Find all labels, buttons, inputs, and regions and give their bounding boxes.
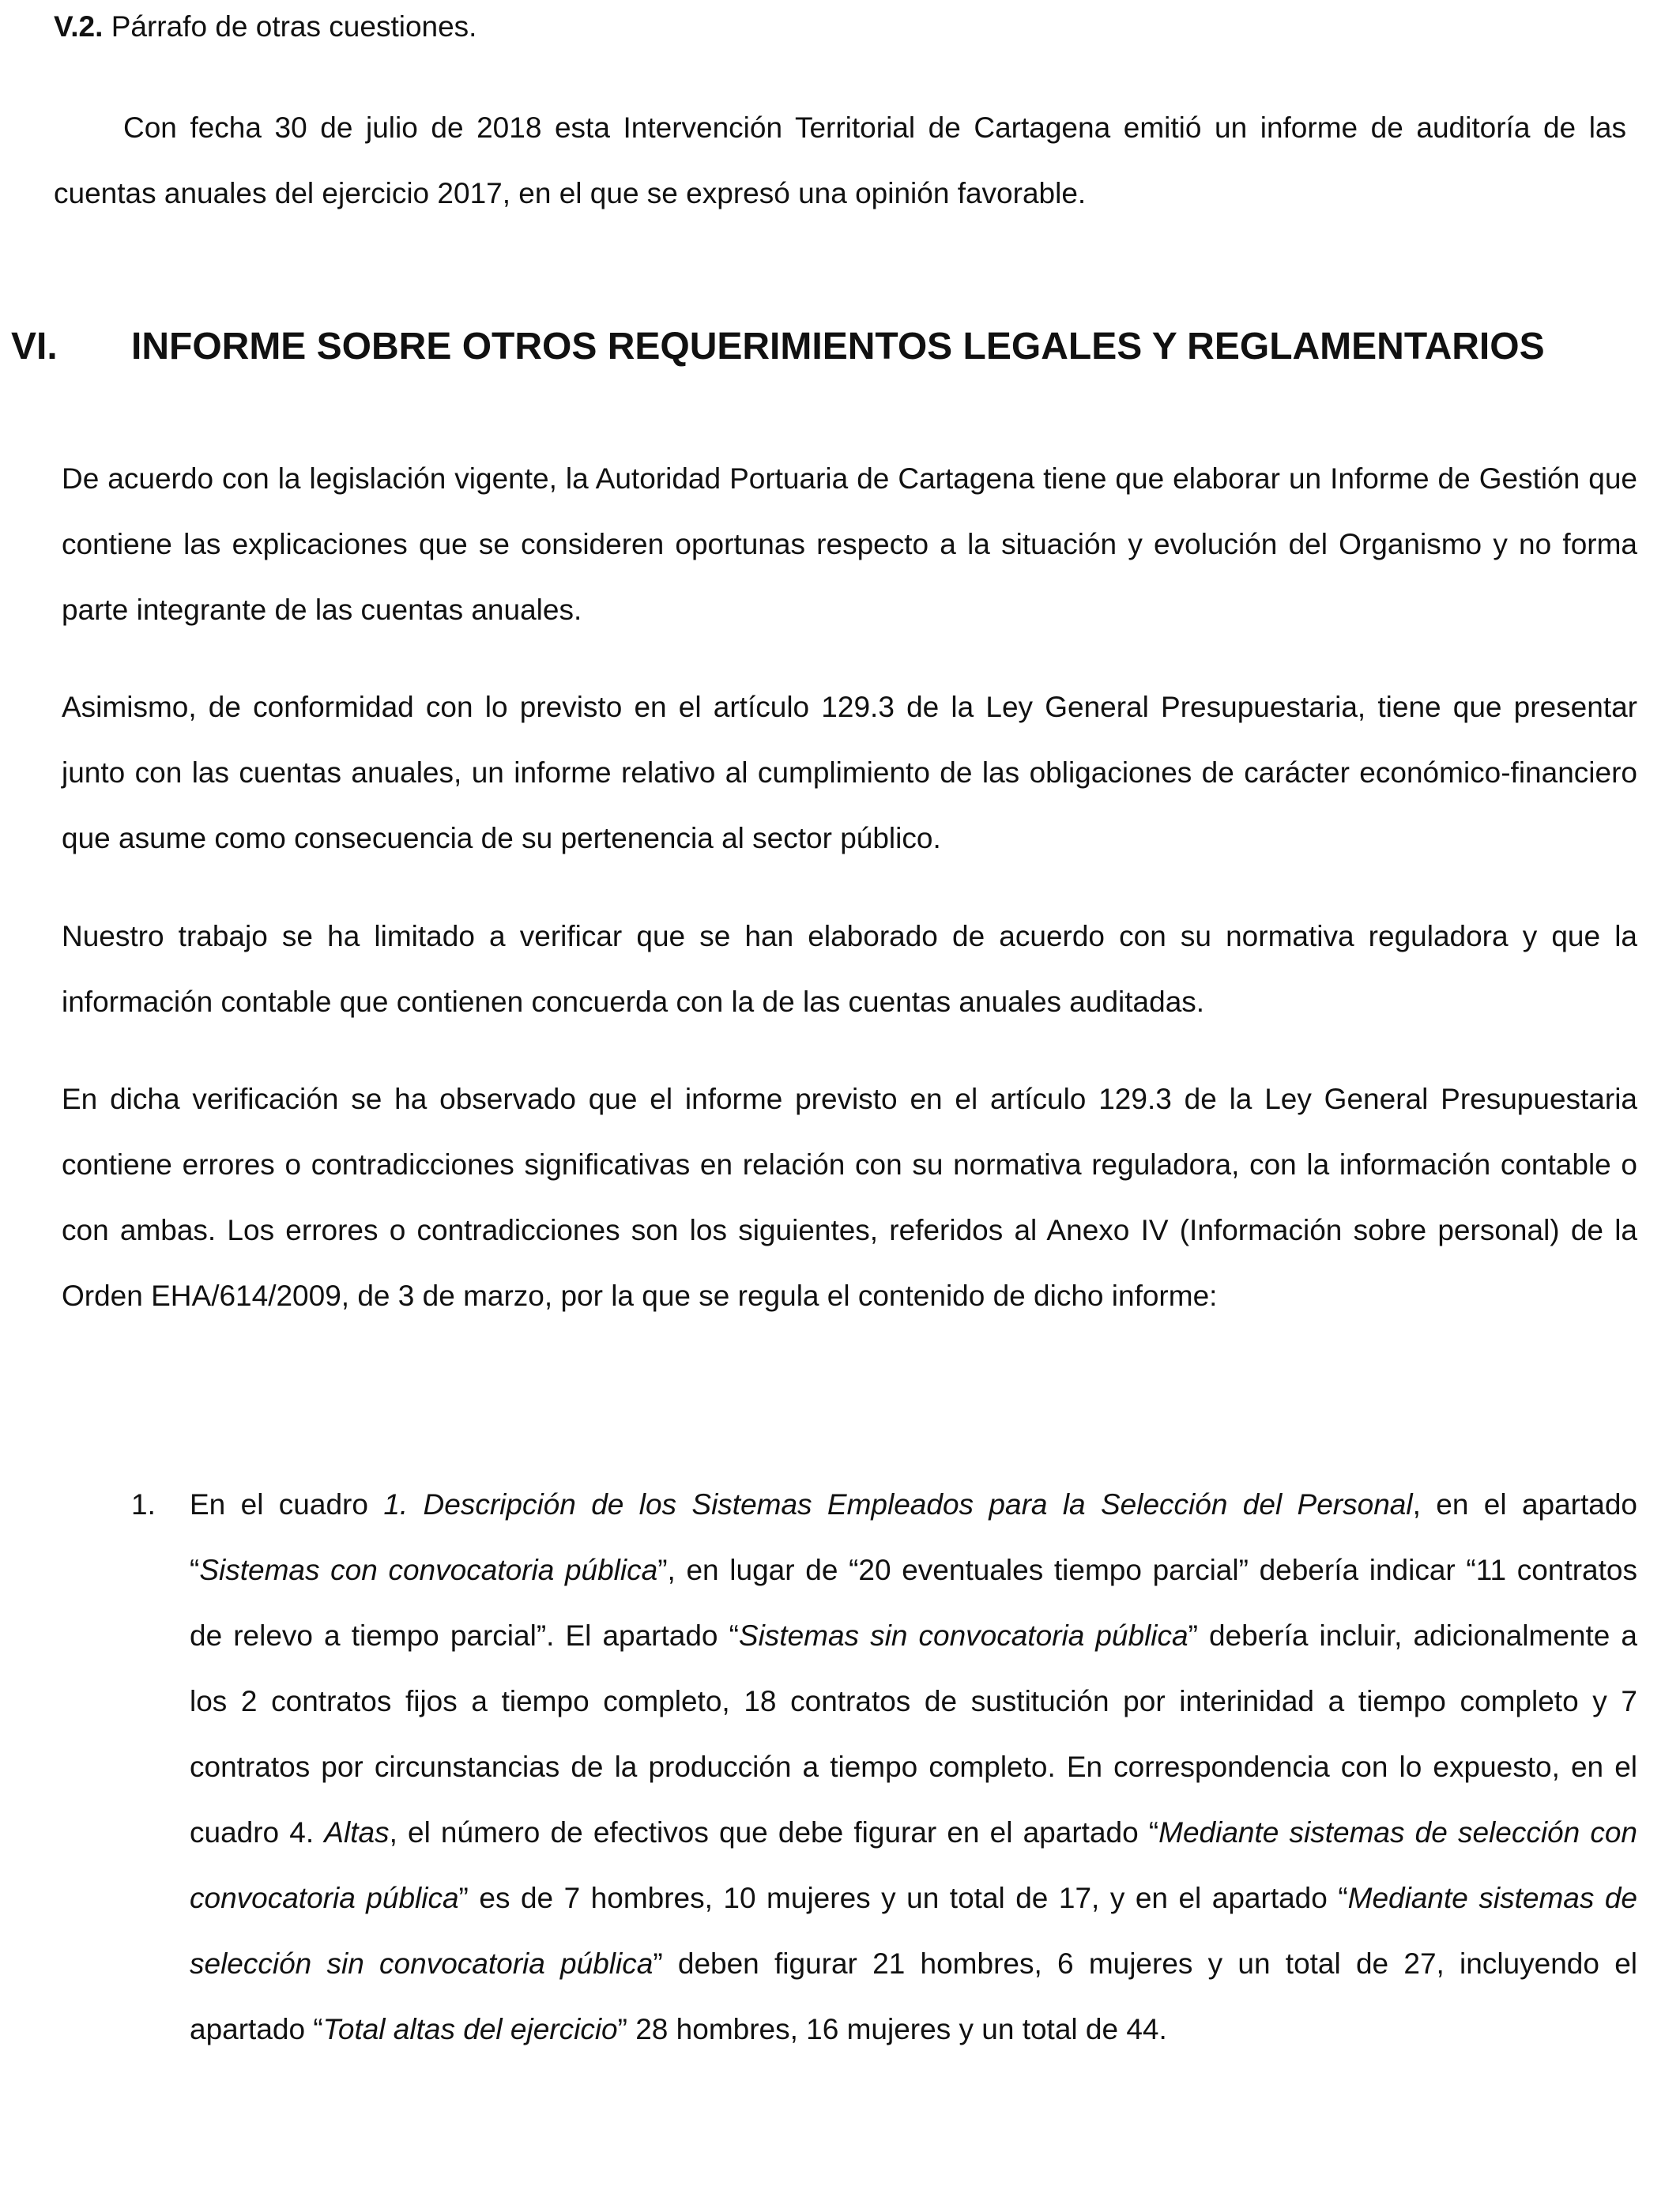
list-italic-segment: Mediante sistemas de selección sin convocatoria pública xyxy=(190,1882,1637,1980)
list-text-segment: , en el apartado “ xyxy=(190,1488,1638,1586)
paragraph-scope-of-work: Nuestro trabajo se ha limitado a verificar que se han elaborado de acuerdo con su normativa reguladora y que la información contable que contienen concuerda con la de las cuentas anuales auditadas. xyxy=(62,920,1637,1018)
numbered-list xyxy=(131,1472,1637,2062)
list-text-segment: ” 28 hombres, 16 mujeres y un total de 44. xyxy=(617,2013,1167,2045)
list-italic-segment: Altas xyxy=(324,1816,390,1849)
list-italic-segment: Sistemas sin convocatoria pública xyxy=(738,1619,1188,1652)
list-italic-segment: Sistemas con convocatoria pública xyxy=(199,1554,658,1586)
paragraph-article-129-report: Asimismo, de conformidad con lo previsto en el artículo 129.3 de la Ley General Presupuestaria, tiene que presentar junto con las cuentas anuales, un informe relativo al cumplimiento de las obligaciones de carácter económico-financiero que asume como consecuencia de su pertenencia al sector público. xyxy=(62,691,1637,854)
section-heading xyxy=(11,315,1545,379)
paragraph-management-report: De acuerdo con la legislación vigente, la Autoridad Portuaria de Cartagena tiene que elaborar un Informe de Gestión que contiene las explicaciones que se consideren oportunas respecto a la situación y evolución del Organismo y no forma parte integrante de las cuentas anuales. xyxy=(62,462,1637,626)
section-title: INFORME SOBRE OTROS REQUERIMIENTOS LEGALES Y REGLAMENTARIOS xyxy=(131,326,1545,368)
subsection-title: Párrafo de otras cuestiones. xyxy=(103,10,477,43)
subsection-heading xyxy=(54,0,477,54)
list-item xyxy=(190,1472,1637,2062)
paragraph-errors-found: En dicha verificación se ha observado que el informe previsto en el artículo 129.3 de la Ley General Presupuestaria contiene errores o contradicciones significativas en relación con su normativa reguladora, con la información contable o con ambas. Los errores o contradicciones son los siguientes, referidos al Anexo IV (Información sobre personal) de la Orden EHA/614/2009, de 3 de marzo, por la que se regula el contenido de dicho informe: xyxy=(62,1083,1637,1312)
list-text-segment: ”, en lugar de “20 eventuales tiempo parcial” debería indicar “11 contratos de relevo a tiempo parcial”. El apartado “ xyxy=(190,1554,1637,1652)
list-text-segment: En el cuadro xyxy=(190,1488,384,1521)
list-italic-segment: 1. Descripción de los Sistemas Empleados para la Selección del Personal xyxy=(383,1488,1413,1521)
list-text-segment: ” debería incluir, adicionalmente a los 2 contratos fijos a tiempo completo, 18 contratos de sustitución por interinidad a tiempo completo y 7 contratos por circunstancias de la producción a tiempo completo. En correspondencia con lo expuesto, en el cuadro 4. xyxy=(190,1619,1637,1849)
list-text-segment: ” deben figurar 21 hombres, 6 mujeres y un total de 27, incluyendo el apartado “ xyxy=(190,1947,1637,2045)
section-number: VI. xyxy=(11,326,58,368)
subsection-number: V.2. xyxy=(54,10,104,43)
list-text-segment: , el número de efectivos que debe figurar en el apartado “ xyxy=(389,1816,1159,1849)
list-italic-segment: Total altas del ejercicio xyxy=(322,2013,618,2045)
paragraph-other-matters: Con fecha 30 de julio de 2018 esta Intervención Territorial de Cartagena emitió un informe de auditoría de las cuentas anuales del ejercicio 2017, en el que se expresó una opinión favorable. xyxy=(54,111,1626,209)
list-item-number: 1. xyxy=(131,1488,156,1521)
list-text-segment: ” es de 7 hombres, 10 mujeres y un total de 17, y en el apartado “ xyxy=(458,1882,1348,1914)
list-italic-segment: Mediante sistemas de selección con convocatoria pública xyxy=(190,1816,1637,1914)
